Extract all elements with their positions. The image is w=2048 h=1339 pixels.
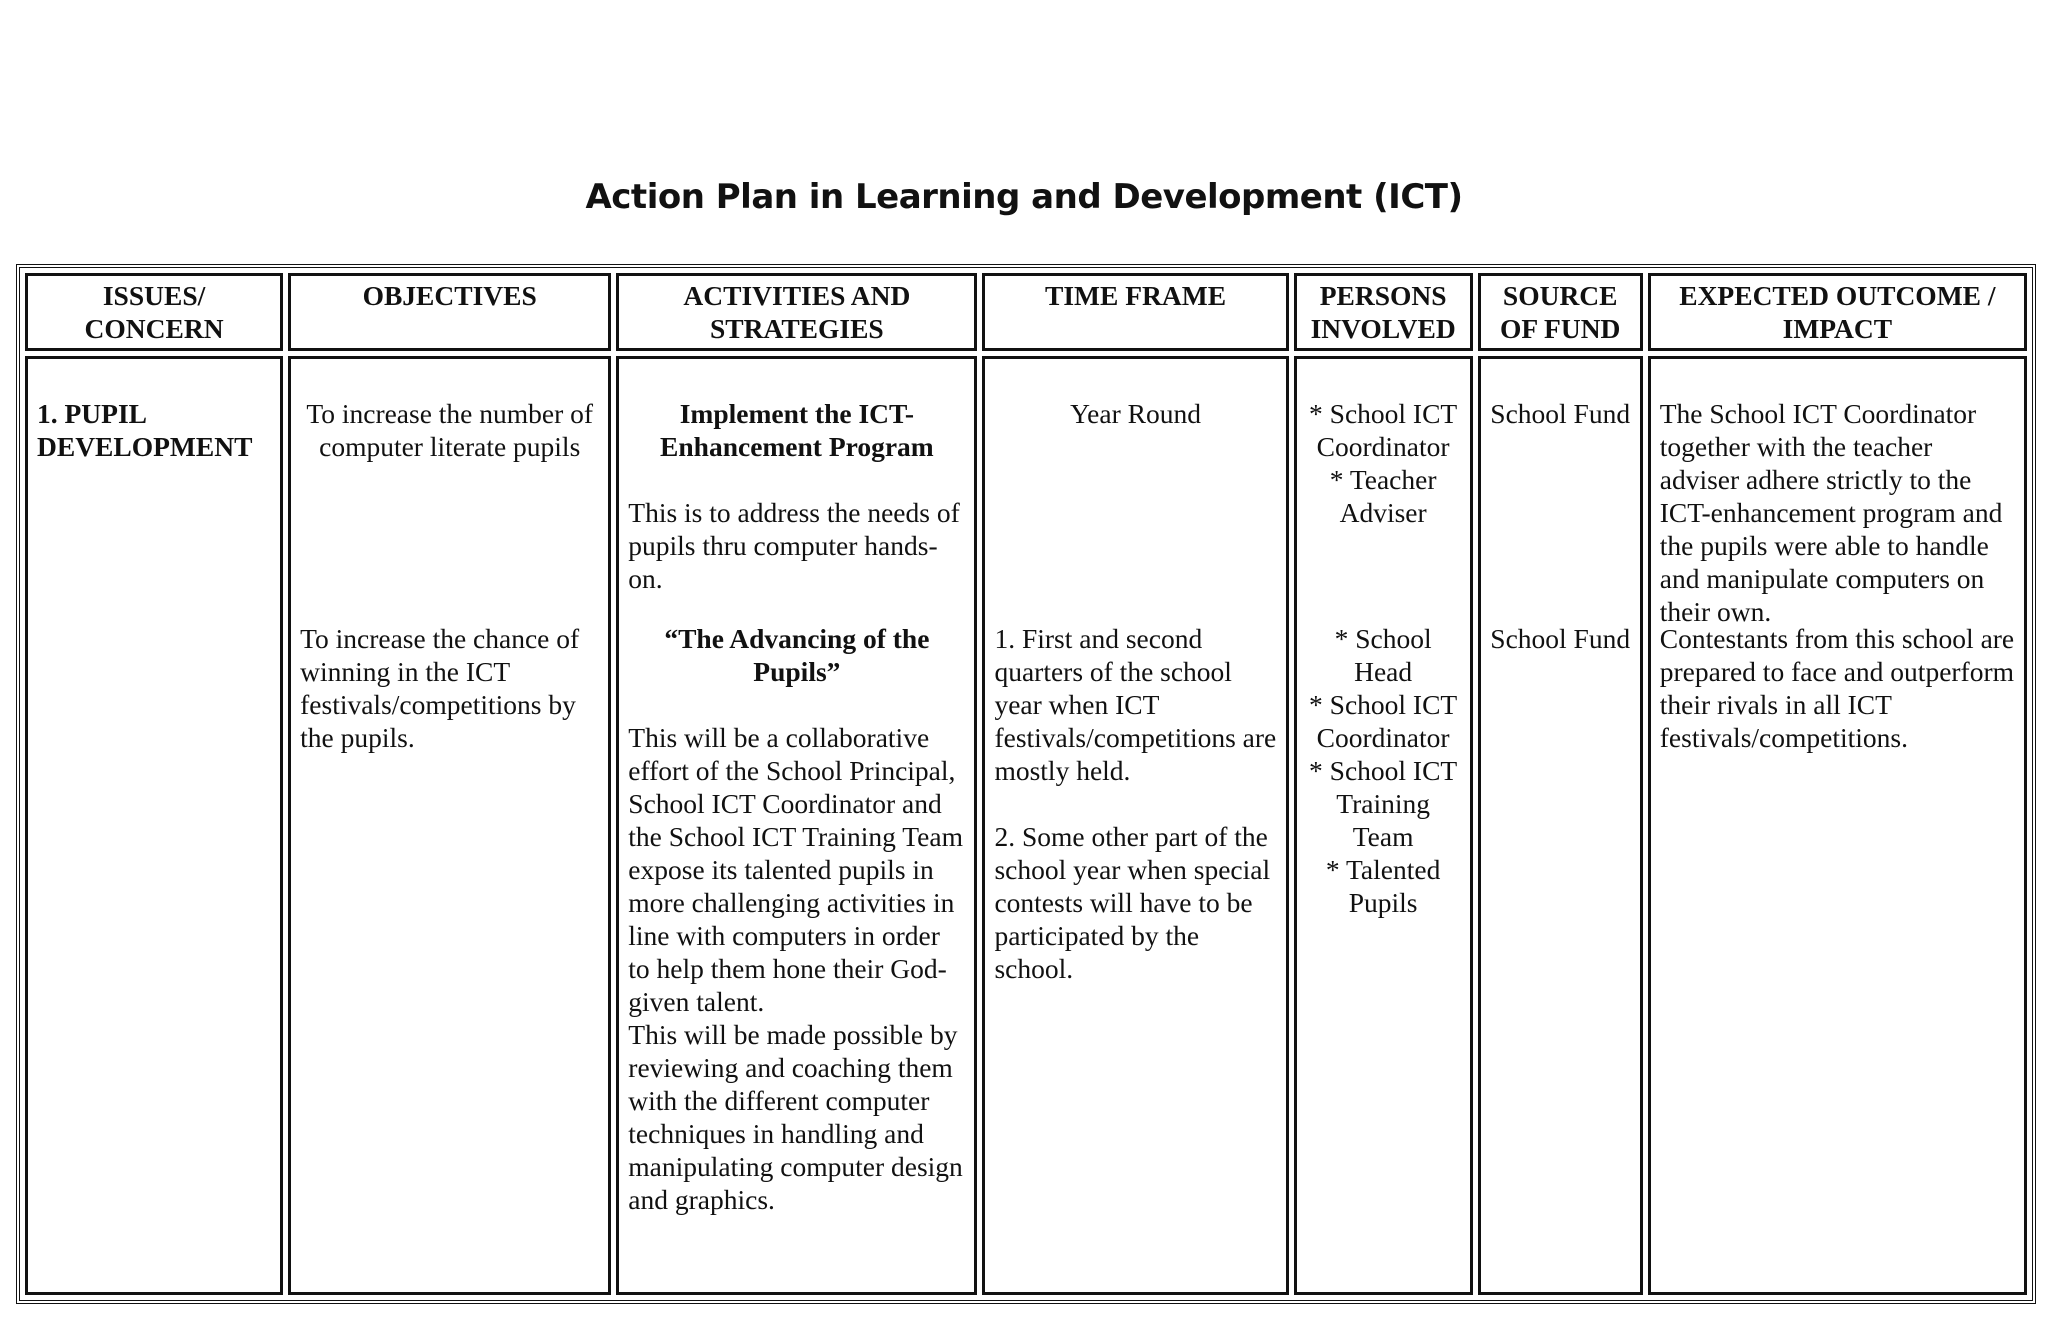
header-time-frame: TIME FRAME [982,273,1288,351]
outcome-2: Contestants from this school are prepared to face and outperform their rivals in all ICT festivals/competitions. [1659,623,2015,753]
activity-title-2: “The Advancing of the Pupils” [664,623,930,687]
header-persons: PERSONS INVOLVED [1294,273,1473,351]
objective-1: To increase the number of computer literate pupils [306,398,594,462]
header-objectives: OBJECTIVES [288,273,611,351]
activity-title-1: Implement the ICT-Enhancement Program [660,398,934,462]
outcome-cell [1648,356,2027,1295]
person-item: * School Head [1334,623,1432,687]
document-title: Action Plan in Learning and Development (ICT) [585,177,1463,217]
activity-desc-2: This will be a collaborative effort of the School Principal, School ICT Coordinator and the School ICT Training Team expose its talented pupils in more challenging activities in line with computers in order to help them hone their God-given talent. [628,722,963,1017]
source-cell [1478,356,1643,1295]
person-item: * Talented Pupils [1325,854,1441,918]
person-item: * School ICT Coordinator [1309,689,1458,753]
time-frame-2a: 1. First and second quarters of the school year when ICT festivals/competitions are mostly held. [994,623,1277,786]
header-row [25,273,2027,351]
person-item: * School ICT Training Team [1309,755,1458,852]
objectives-cell [288,356,611,1295]
objective-2: To increase the chance of winning in the ICT festivals/competitions by the pupils. [300,623,580,753]
header-outcome: EXPECTED OUTCOME / IMPACT [1648,273,2027,351]
activities-cell [616,356,977,1295]
person-item: * Teacher Adviser [1329,464,1437,528]
time-frame-cell [982,356,1288,1295]
issue-label: 1. PUPIL DEVELOPMENT [37,398,253,462]
table-row [25,356,2027,1295]
source-1: School Fund [1490,398,1631,429]
person-item: * School ICT Coordinator [1309,398,1458,462]
header-activities: ACTIVITIES AND STRATEGIES [616,273,977,351]
persons-1 [1306,397,1461,622]
time-frame-2b: 2. Some other part of the school year when special contests will have to be participated by the school. [994,821,1271,984]
header-issues: ISSUES/ CONCERN [25,273,283,351]
activity-desc-1: This is to address the needs of pupils thru computer hands-on. [628,497,960,594]
activity-block-1 [628,397,965,622]
time-frame-1: Year Round [1070,398,1201,429]
persons-cell [1294,356,1473,1295]
activity-desc-3: This will be made possible by reviewing and coaching them with the different computer techniques in handling and manipulating computer design and graphics. [628,1019,963,1215]
issues-cell [25,356,283,1295]
action-plan-table [16,264,2036,1304]
header-source: SOURCE OF FUND [1478,273,1643,351]
persons-2 [1306,622,1461,919]
source-2: School Fund [1490,623,1631,654]
outcome-1: The School ICT Coordinator together with the teacher adviser adhere strictly to the ICT-enhancement program and the pupils were able to handle and manipulate computers on their own. [1659,398,2003,627]
